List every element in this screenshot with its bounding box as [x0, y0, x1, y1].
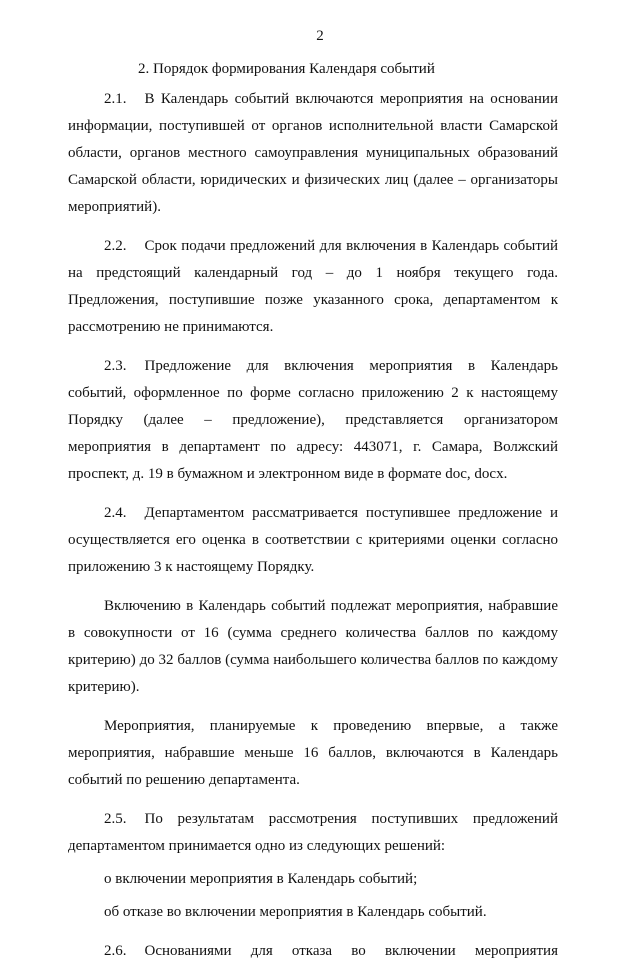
section-heading: 2. Порядок формирования Календаря событий — [138, 61, 435, 77]
paragraph-2-1 — [68, 86, 558, 221]
paragraph-number: 2.2. — [104, 238, 127, 254]
paragraph-number: 2.1. — [104, 91, 127, 107]
paragraph-text: По результатам рассмотрения поступивших предложений департаментом принимается одно из следующих решений: — [68, 811, 558, 854]
paragraph-text: Основаниями для отказа во включении мероприятия — [144, 943, 558, 959]
document-body — [68, 56, 558, 965]
paragraph-2-2 — [68, 233, 558, 341]
paragraph-number: 2.3. — [104, 358, 127, 374]
paragraph-2-6 — [68, 938, 558, 965]
decision-option-include: о включении мероприятия в Календарь событий; — [104, 871, 418, 887]
paragraph-number: 2.4. — [104, 505, 127, 521]
paragraph-2-5 — [68, 806, 558, 860]
paragraph-number: 2.5. — [104, 811, 127, 827]
paragraph-text: Предложение для включения мероприятия в Календарь событий, оформленное по форме согласно приложению 2 к настоящему Порядку (далее – предложение), представляется организатором мероприятия в департамент по адресу: 443071, г. Самара, Волжский проспект, д. 19 в бумажном и электронном виде в формате doc, docx. — [68, 358, 558, 482]
paragraph-2-3 — [68, 353, 558, 488]
paragraph-text: Срок подачи предложений для включения в Календарь событий на предстоящий календарный год – до 1 ноября текущего года. Предложения, поступившие позже указанного срока, департаментом к рассмотрению не принимаются. — [68, 238, 558, 335]
paragraph-text: Департаментом рассматривается поступившее предложение и осуществляется его оценка в соответствии с критериями оценки согласно приложению 3 к настоящему Порядку. — [68, 505, 558, 575]
paragraph-2-4 — [68, 500, 558, 581]
paragraph-number: 2.6. — [104, 943, 127, 959]
page-number: 2 — [316, 28, 324, 44]
paragraph-inclusion-criteria: Включению в Календарь событий подлежат мероприятия, набравшие в совокупности от 16 (сумма среднего количества баллов по каждому критерию) до 32 баллов (сумма наибольшего количества баллов по каждому критерию). — [68, 598, 558, 695]
paragraph-first-time-events: Мероприятия, планируемые к проведению впервые, а также мероприятия, набравшие меньше 16 баллов, включаются в Календарь событий по решению департамента. — [68, 718, 558, 788]
decision-option-refuse: об отказе во включении мероприятия в Календарь событий. — [104, 904, 487, 920]
paragraph-text: В Календарь событий включаются мероприятия на основании информации, поступившей от органов исполнительной власти Самарской области, органов местного самоуправления муниципальных образований Самарской области, юридических и физических лиц (далее – организаторы мероприятий). — [68, 91, 558, 215]
